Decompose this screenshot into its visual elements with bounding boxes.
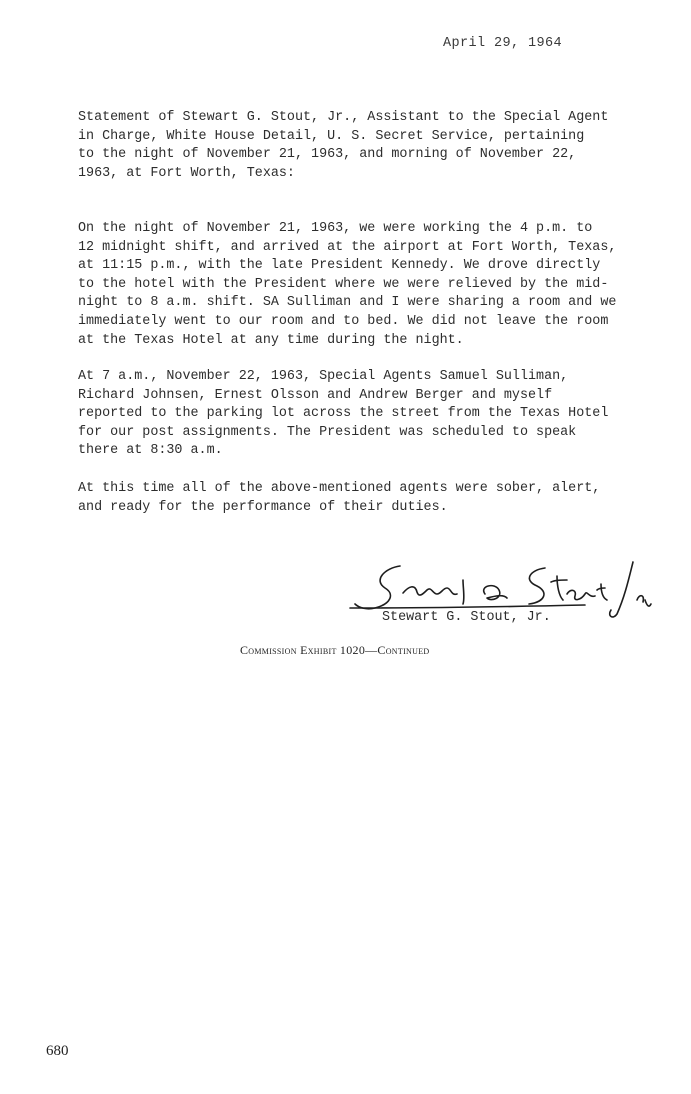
heading-line: to the night of November 21, 1963, and morning of November 22,	[78, 147, 577, 163]
statement-heading	[78, 109, 658, 183]
exhibit-label-text: Commission Exhibit 1020—Continued	[240, 643, 430, 657]
heading-line: Statement of Stewart G. Stout, Jr., Assistant to the Special Agent	[78, 110, 609, 125]
paragraph-line: reported to the parking lot across the street from the Texas Hotel	[78, 406, 609, 422]
page-number: 680	[46, 1043, 69, 1059]
paragraph-line: night to 8 a.m. shift. SA Sulliman and I were sharing a room and we	[78, 295, 617, 311]
paragraph-line: there at 8:30 a.m.	[78, 443, 223, 459]
paragraph-line: Richard Johnsen, Ernest Olsson and Andrew Berger and myself	[78, 387, 553, 403]
paragraph-line: On the night of November 21, 1963, we were working the 4 p.m. to	[78, 221, 593, 236]
paragraph-line: and ready for the performance of their duties.	[78, 499, 448, 515]
commission-exhibit-label	[240, 643, 429, 658]
document-date: April 29, 1964	[443, 36, 563, 51]
paragraph-condition-statement	[78, 480, 658, 517]
paragraph-line: At 7 a.m., November 22, 1963, Special Agents Samuel Sulliman,	[78, 369, 569, 384]
paragraph-line: immediately went to our room and to bed. We did not leave the room	[78, 313, 609, 329]
heading-line: 1963, at Fort Worth, Texas:	[78, 165, 295, 181]
paragraph-night-account	[78, 220, 658, 350]
paragraph-line: At this time all of the above-mentioned agents were sober, alert,	[78, 481, 601, 496]
heading-line: in Charge, White House Detail, U. S. Secret Service, pertaining	[78, 128, 585, 144]
paragraph-line: at the Texas Hotel at any time during the night.	[78, 332, 464, 348]
paragraph-line: 12 midnight shift, and arrived at the airport at Fort Worth, Texas,	[78, 239, 617, 255]
signer-name: Stewart G. Stout, Jr.	[382, 610, 551, 625]
paragraph-line: for our post assignments. The President was scheduled to speak	[78, 424, 577, 440]
paragraph-line: to the hotel with the President where we were relieved by the mid-	[78, 276, 609, 292]
paragraph-line: at 11:15 p.m., with the late President Kennedy. We drove directly	[78, 258, 601, 274]
paragraph-morning-account	[78, 368, 658, 461]
